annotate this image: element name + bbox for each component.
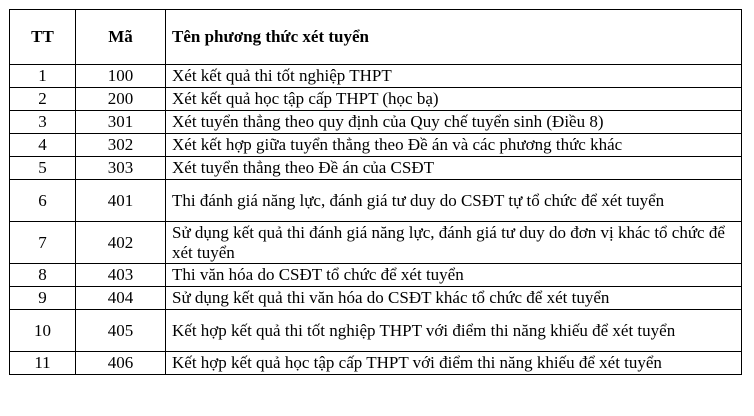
row-method-name: Sử dụng kết quả thi văn hóa do CSĐT khác tổ chức để xét tuyển — [166, 287, 742, 310]
row-code: 301 — [76, 111, 166, 134]
header-code: Mã — [76, 10, 166, 65]
row-method-name: Kết hợp kết quả thi tốt nghiệp THPT với điểm thi năng khiếu để xét tuyển — [166, 310, 742, 352]
row-method-name: Thi đánh giá năng lực, đánh giá tư duy do CSĐT tự tổ chức để xét tuyển — [166, 180, 742, 222]
row-method-name: Xét tuyển thẳng theo quy định của Quy chế tuyển sinh (Điều 8) — [166, 111, 742, 134]
row-method-name: Kết hợp kết quả học tập cấp THPT với điểm thi năng khiếu để xét tuyển — [166, 352, 742, 375]
row-code: 405 — [76, 310, 166, 352]
table-row — [10, 134, 742, 157]
row-method-name: Xét kết hợp giữa tuyển thẳng theo Đề án và các phương thức khác — [166, 134, 742, 157]
table-row — [10, 310, 742, 352]
table-row — [10, 88, 742, 111]
row-method-name: Xét tuyển thẳng theo Đề án của CSĐT — [166, 157, 742, 180]
table-row — [10, 111, 742, 134]
row-tt: 6 — [10, 180, 76, 222]
admission-methods-table — [9, 9, 742, 375]
row-code: 406 — [76, 352, 166, 375]
table-row — [10, 65, 742, 88]
row-method-name: Sử dụng kết quả thi đánh giá năng lực, đánh giá tư duy do đơn vị khác tổ chức để xét tuyển — [166, 222, 742, 264]
row-tt: 2 — [10, 88, 76, 111]
row-tt: 11 — [10, 352, 76, 375]
row-tt: 5 — [10, 157, 76, 180]
table-row — [10, 180, 742, 222]
table-row — [10, 287, 742, 310]
row-tt: 7 — [10, 222, 76, 264]
table-row — [10, 157, 742, 180]
row-code: 100 — [76, 65, 166, 88]
row-code: 401 — [76, 180, 166, 222]
row-code: 200 — [76, 88, 166, 111]
row-tt: 10 — [10, 310, 76, 352]
row-code: 303 — [76, 157, 166, 180]
header-tt: TT — [10, 10, 76, 65]
row-tt: 1 — [10, 65, 76, 88]
row-method-name: Thi văn hóa do CSĐT tổ chức để xét tuyển — [166, 264, 742, 287]
row-code: 302 — [76, 134, 166, 157]
row-tt: 9 — [10, 287, 76, 310]
row-tt: 8 — [10, 264, 76, 287]
row-method-name: Xét kết quả học tập cấp THPT (học bạ) — [166, 88, 742, 111]
row-tt: 3 — [10, 111, 76, 134]
header-method-name: Tên phương thức xét tuyển — [166, 10, 742, 65]
table-row — [10, 264, 742, 287]
row-code: 402 — [76, 222, 166, 264]
table-row — [10, 352, 742, 375]
row-tt: 4 — [10, 134, 76, 157]
row-code: 403 — [76, 264, 166, 287]
row-code: 404 — [76, 287, 166, 310]
row-method-name: Xét kết quả thi tốt nghiệp THPT — [166, 65, 742, 88]
table-header-row — [10, 10, 742, 65]
table-row — [10, 222, 742, 264]
